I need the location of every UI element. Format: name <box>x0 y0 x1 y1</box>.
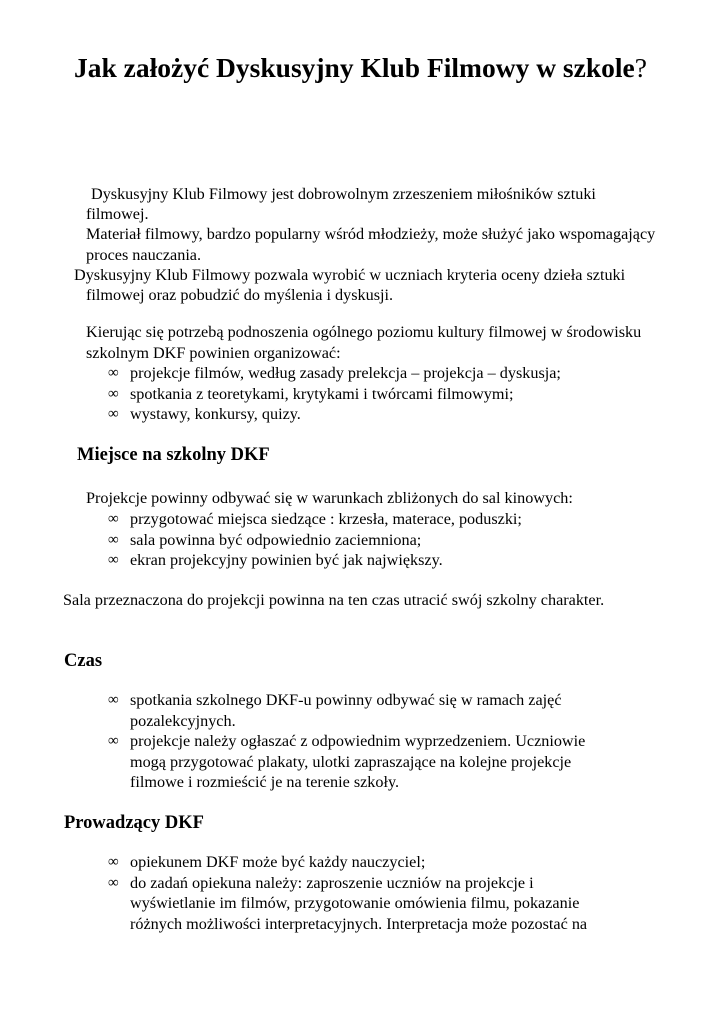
intro-paragraph-3: Dyskusyjny Klub Filmowy pozwala wyrobić w uczniach kryteria oceny dzieła sztuki <box>74 266 626 284</box>
intro-paragraph-2: Materiał filmowy, bardzo popularny wśród młodzieży, może służyć jako wspomagający proces nauczania. <box>86 225 656 264</box>
place-lead: Projekcje powinny odbywać się w warunkach zbliżonych do sal kinowych: <box>86 489 573 507</box>
list-item: ∞ spotkania z teoretykami, krytykami i twórcami filmowymi; <box>108 384 514 403</box>
place-note: Sala przeznaczona do projekcji powinna na ten czas utracić swój szkolny charakter. <box>63 591 605 609</box>
section-heading-leader: Prowadzący DKF <box>64 813 204 833</box>
section-heading-place: Miejsce na szkolny DKF <box>77 445 270 465</box>
infinity-bullet-icon: ∞ <box>108 365 119 381</box>
intro-bullet-list <box>108 363 628 425</box>
infinity-bullet-icon: ∞ <box>108 406 119 422</box>
infinity-bullet-icon: ∞ <box>108 531 119 548</box>
list-item: ∞ opiekunem DKF może być każdy nauczyciel; <box>108 853 426 871</box>
place-bullet-list <box>108 509 628 571</box>
intro-paragraph-1: Dyskusyjny Klub Filmowy jest dobrowolnym zrzeszeniem miłośników sztuki <box>91 185 596 203</box>
list-item: ∞ spotkania szkolnego DKF-u powinny odbywać się w ramach zajęć pozalekcyjnych. <box>108 691 562 730</box>
infinity-bullet-icon: ∞ <box>108 692 119 708</box>
infinity-bullet-icon: ∞ <box>108 854 119 870</box>
leader-bullet-list <box>108 852 640 934</box>
list-item: ∞ do zadań opiekuna należy: zaproszenie uczniów na projekcje i wyświetlanie im filmów, przygotowanie omówienia filmu, pokazanie różnych możliwości interpretacyjnych. Interpretacja może pozostać na <box>108 873 588 933</box>
list-item: ∞ wystawy, konkursy, quizy. <box>108 405 301 423</box>
page-title <box>74 50 714 86</box>
list-item: ∞ sala powinna być odpowiednio zaciemniona; <box>108 530 422 549</box>
list-item: ∞ ekran projekcyjny powinien być jak największy. <box>108 551 443 569</box>
list-item: ∞ projekcje należy ogłaszać z odpowiednim wyprzedzeniem. Uczniowie mogą przygotować plakaty, ulotki zapraszające na kolejne projekcje filmowe i rozmieścić je na terenie szkoły. <box>108 732 586 791</box>
infinity-bullet-icon: ∞ <box>108 552 119 568</box>
time-bullet-list <box>108 690 640 793</box>
section-heading-time: Czas <box>64 651 103 671</box>
infinity-bullet-icon: ∞ <box>108 511 119 527</box>
list-item: ∞ przygotować miejsca siedzące : krzesła, materace, poduszki; <box>108 510 522 528</box>
intro-paragraph-1-cont: filmowej. <box>86 205 149 223</box>
list-item: ∞ projekcje filmów, według zasady prelekcja – projekcja – dyskusja; <box>108 364 561 382</box>
infinity-bullet-icon: ∞ <box>108 874 119 891</box>
intro-paragraph-4: Kierując się potrzebą podnoszenia ogólnego poziomu kultury filmowej w środowisku szkolnym DKF powinien organizować: <box>86 323 642 362</box>
title-text: Jak założyć Dyskusyjny Klub Filmowy w szkole <box>74 52 635 83</box>
title-question-mark: ? <box>634 52 647 83</box>
intro-paragraph-3-cont: filmowej oraz pobudzić do myślenia i dyskusji. <box>86 286 394 304</box>
infinity-bullet-icon: ∞ <box>108 733 119 749</box>
infinity-bullet-icon: ∞ <box>108 385 119 402</box>
